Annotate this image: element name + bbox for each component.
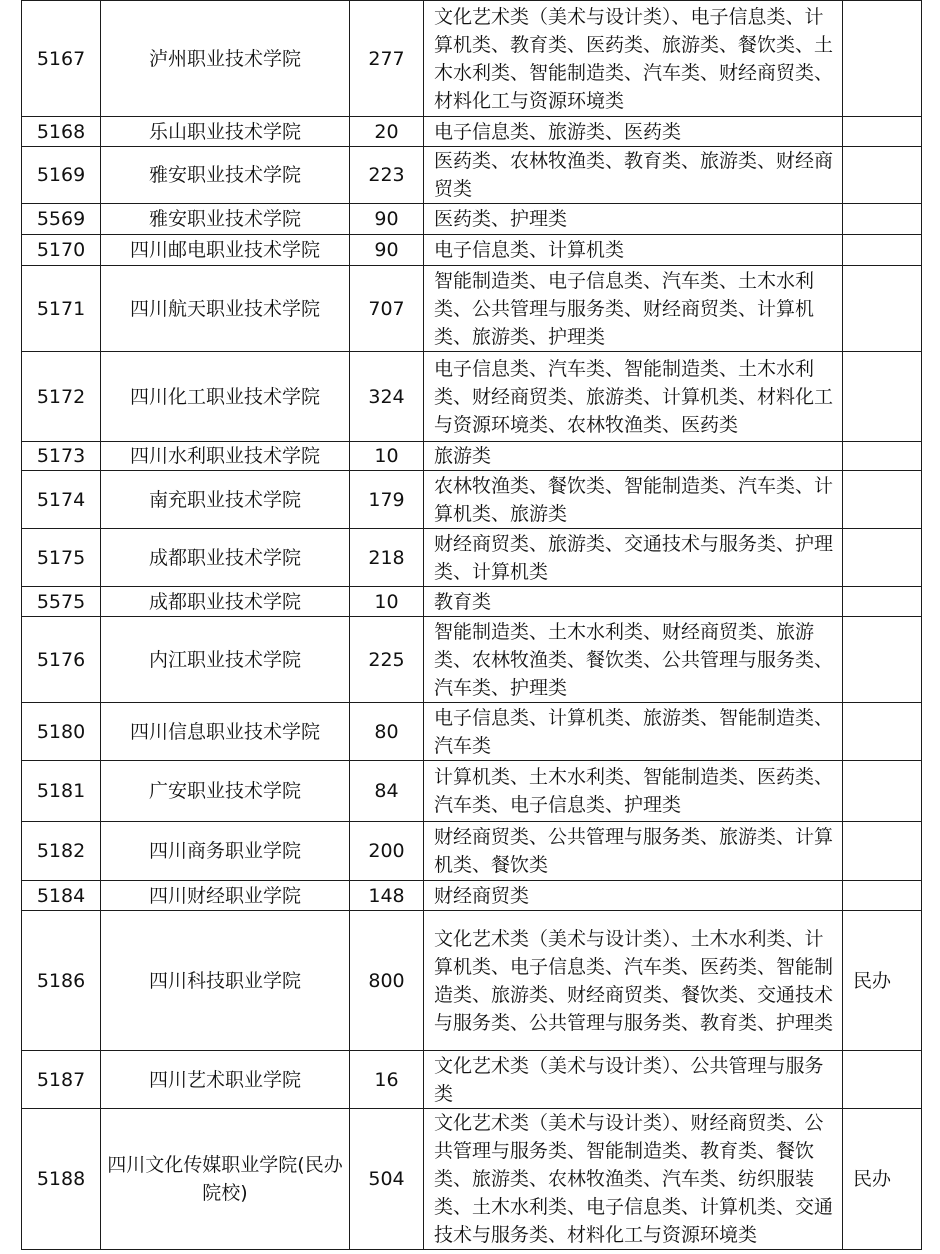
school-name-cell: 四川艺术职业学院 — [101, 1051, 350, 1109]
table-body — [22, 1, 922, 1250]
school-name-cell: 四川商务职业学院 — [101, 822, 350, 881]
plan-count-cell: 179 — [350, 471, 424, 529]
majors-cell: 文化艺术类（美术与设计类）、土木水利类、计算机类、电子信息类、汽车类、医药类、智能制造类、旅游类、财经商贸类、餐饮类、交通技术与服务类、公共管理与服务类、教育类、护理类 — [424, 911, 843, 1051]
school-name-cell: 四川财经职业学院 — [101, 881, 350, 911]
note-cell — [843, 352, 922, 442]
plan-count-cell: 90 — [350, 204, 424, 235]
school-name-cell: 广安职业技术学院 — [101, 761, 350, 822]
school-code-cell: 5176 — [22, 617, 101, 703]
table-row — [22, 822, 922, 881]
plan-count-cell: 324 — [350, 352, 424, 442]
school-name-cell: 四川信息职业技术学院 — [101, 703, 350, 761]
school-name-cell: 成都职业技术学院 — [101, 529, 350, 587]
table-row — [22, 147, 922, 204]
note-cell — [843, 204, 922, 235]
note-cell — [843, 587, 922, 617]
plan-count-cell: 20 — [350, 117, 424, 147]
majors-cell: 医药类、护理类 — [424, 204, 843, 235]
school-code-cell: 5167 — [22, 1, 101, 117]
school-name-cell: 南充职业技术学院 — [101, 471, 350, 529]
plan-count-cell: 223 — [350, 147, 424, 204]
plan-count-cell: 707 — [350, 266, 424, 352]
table-row — [22, 352, 922, 442]
note-cell — [843, 1051, 922, 1109]
table-row — [22, 266, 922, 352]
table-row — [22, 703, 922, 761]
school-code-cell: 5184 — [22, 881, 101, 911]
table-row — [22, 587, 922, 617]
table-row — [22, 529, 922, 587]
school-name-cell: 四川航天职业技术学院 — [101, 266, 350, 352]
school-name-cell: 雅安职业技术学院 — [101, 147, 350, 204]
school-code-cell: 5188 — [22, 1109, 101, 1250]
majors-cell: 财经商贸类、旅游类、交通技术与服务类、护理类、计算机类 — [424, 529, 843, 587]
table-row — [22, 1109, 922, 1250]
majors-cell: 财经商贸类、公共管理与服务类、旅游类、计算机类、餐饮类 — [424, 822, 843, 881]
majors-cell: 智能制造类、电子信息类、汽车类、土木水利类、公共管理与服务类、财经商贸类、计算机类、旅游类、护理类 — [424, 266, 843, 352]
table-row — [22, 442, 922, 471]
table-row — [22, 117, 922, 147]
school-code-cell: 5171 — [22, 266, 101, 352]
note-cell — [843, 117, 922, 147]
note-cell — [843, 442, 922, 471]
majors-cell: 文化艺术类（美术与设计类）、财经商贸类、公共管理与服务类、智能制造类、教育类、餐饮类、旅游类、农林牧渔类、汽车类、纺织服装类、土木水利类、电子信息类、计算机类、交通技术与服务类、材料化工与资源环境类 — [424, 1109, 843, 1250]
table-row — [22, 617, 922, 703]
table-row — [22, 235, 922, 266]
plan-count-cell: 218 — [350, 529, 424, 587]
school-code-cell: 5187 — [22, 1051, 101, 1109]
school-code-cell: 5174 — [22, 471, 101, 529]
note-cell: 民办 — [843, 1109, 922, 1250]
note-cell — [843, 761, 922, 822]
school-name-cell: 四川文化传媒职业学院(民办院校) — [101, 1109, 350, 1250]
school-code-cell: 5169 — [22, 147, 101, 204]
school-code-cell: 5172 — [22, 352, 101, 442]
majors-cell: 计算机类、土木水利类、智能制造类、医药类、汽车类、电子信息类、护理类 — [424, 761, 843, 822]
table-row — [22, 1, 922, 117]
school-code-cell: 5173 — [22, 442, 101, 471]
note-cell — [843, 822, 922, 881]
plan-count-cell: 16 — [350, 1051, 424, 1109]
enrollment-plan-table — [21, 0, 922, 1250]
note-cell: 民办 — [843, 911, 922, 1051]
school-code-cell: 5186 — [22, 911, 101, 1051]
school-code-cell: 5181 — [22, 761, 101, 822]
majors-cell: 文化艺术类（美术与设计类）、公共管理与服务类 — [424, 1051, 843, 1109]
table-row — [22, 911, 922, 1051]
majors-cell: 旅游类 — [424, 442, 843, 471]
note-cell — [843, 147, 922, 204]
note-cell — [843, 617, 922, 703]
school-name-cell: 四川邮电职业技术学院 — [101, 235, 350, 266]
note-cell — [843, 235, 922, 266]
majors-cell: 电子信息类、汽车类、智能制造类、土木水利类、财经商贸类、旅游类、计算机类、材料化工与资源环境类、农林牧渔类、医药类 — [424, 352, 843, 442]
majors-cell: 智能制造类、土木水利类、财经商贸类、旅游类、农林牧渔类、餐饮类、公共管理与服务类、汽车类、护理类 — [424, 617, 843, 703]
school-code-cell: 5180 — [22, 703, 101, 761]
school-name-cell: 四川化工职业技术学院 — [101, 352, 350, 442]
school-code-cell: 5168 — [22, 117, 101, 147]
note-cell — [843, 266, 922, 352]
school-name-cell: 泸州职业技术学院 — [101, 1, 350, 117]
note-cell — [843, 471, 922, 529]
majors-cell: 文化艺术类（美术与设计类）、电子信息类、计算机类、教育类、医药类、旅游类、餐饮类、土木水利类、智能制造类、汽车类、财经商贸类、材料化工与资源环境类 — [424, 1, 843, 117]
note-cell — [843, 1, 922, 117]
majors-cell: 农林牧渔类、餐饮类、智能制造类、汽车类、计算机类、旅游类 — [424, 471, 843, 529]
plan-count-cell: 10 — [350, 442, 424, 471]
school-name-cell: 雅安职业技术学院 — [101, 204, 350, 235]
note-cell — [843, 529, 922, 587]
plan-count-cell: 504 — [350, 1109, 424, 1250]
table-row — [22, 881, 922, 911]
plan-count-cell: 80 — [350, 703, 424, 761]
school-name-cell: 乐山职业技术学院 — [101, 117, 350, 147]
majors-cell: 电子信息类、计算机类 — [424, 235, 843, 266]
note-cell — [843, 881, 922, 911]
majors-cell: 教育类 — [424, 587, 843, 617]
majors-cell: 电子信息类、旅游类、医药类 — [424, 117, 843, 147]
school-name-cell: 内江职业技术学院 — [101, 617, 350, 703]
school-code-cell: 5170 — [22, 235, 101, 266]
majors-cell: 电子信息类、计算机类、旅游类、智能制造类、汽车类 — [424, 703, 843, 761]
majors-cell: 医药类、农林牧渔类、教育类、旅游类、财经商贸类 — [424, 147, 843, 204]
plan-count-cell: 90 — [350, 235, 424, 266]
school-code-cell: 5569 — [22, 204, 101, 235]
school-name-cell: 四川水利职业技术学院 — [101, 442, 350, 471]
table-row — [22, 761, 922, 822]
school-code-cell: 5175 — [22, 529, 101, 587]
table-row — [22, 1051, 922, 1109]
school-name-cell: 成都职业技术学院 — [101, 587, 350, 617]
plan-count-cell: 800 — [350, 911, 424, 1051]
table-row — [22, 471, 922, 529]
school-code-cell: 5575 — [22, 587, 101, 617]
school-code-cell: 5182 — [22, 822, 101, 881]
plan-count-cell: 277 — [350, 1, 424, 117]
plan-count-cell: 148 — [350, 881, 424, 911]
plan-count-cell: 84 — [350, 761, 424, 822]
school-name-cell: 四川科技职业学院 — [101, 911, 350, 1051]
majors-cell: 财经商贸类 — [424, 881, 843, 911]
table-row — [22, 204, 922, 235]
plan-count-cell: 200 — [350, 822, 424, 881]
note-cell — [843, 703, 922, 761]
plan-count-cell: 225 — [350, 617, 424, 703]
plan-count-cell: 10 — [350, 587, 424, 617]
